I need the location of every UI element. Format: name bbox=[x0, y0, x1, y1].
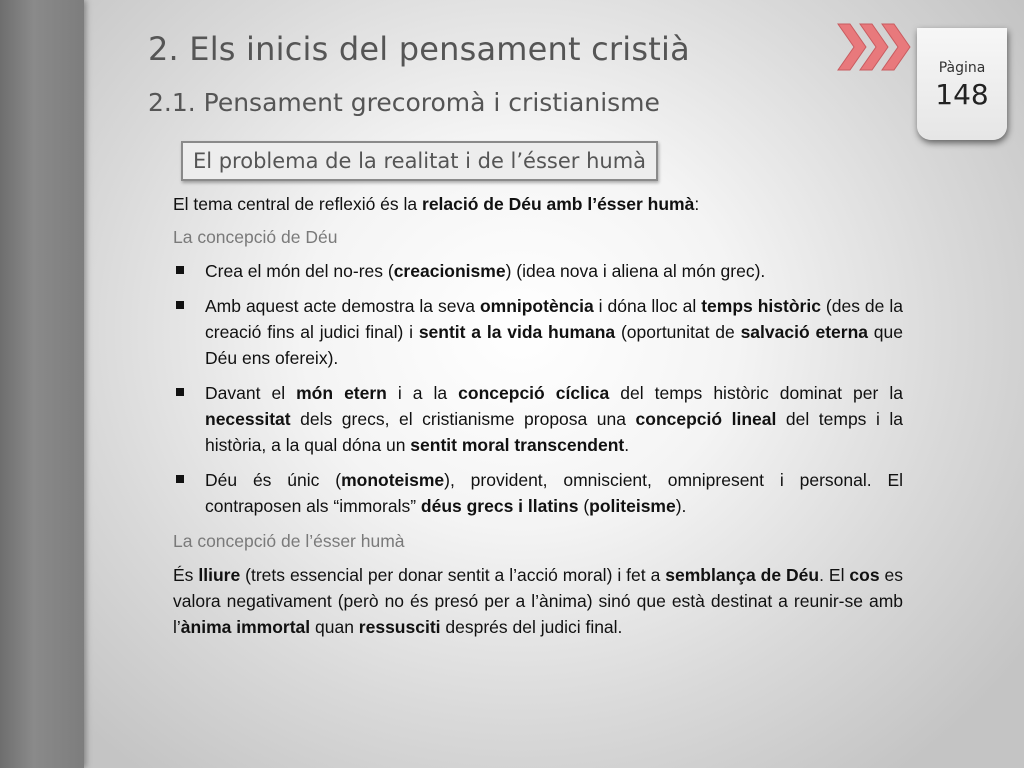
slide-body bbox=[173, 191, 903, 640]
bullet-text bbox=[205, 383, 903, 455]
bold-term: relació de Déu amb l’ésser humà bbox=[422, 194, 695, 214]
text-run: . bbox=[624, 435, 630, 455]
text-run: quan bbox=[310, 617, 359, 637]
list-item bbox=[173, 258, 903, 284]
slide-subtitle: 2.1. Pensament grecoromà i cristianisme bbox=[148, 88, 660, 117]
heading-concepcio-esser-huma: La concepció de l’ésser humà bbox=[173, 531, 405, 551]
text-run: del temps històric dominat per la bbox=[609, 383, 903, 403]
heading-concepcio-deu: La concepció de Déu bbox=[173, 227, 338, 247]
bold-term: sentit moral transcendent bbox=[410, 435, 625, 455]
text-run: : bbox=[694, 194, 700, 214]
bullet-text bbox=[205, 261, 765, 281]
bold-term: sentit a la vida humana bbox=[418, 322, 616, 342]
text-run: Crea el món del no-res ( bbox=[205, 261, 394, 281]
bold-term: cos bbox=[849, 565, 880, 585]
bold-term: temps històric bbox=[701, 296, 821, 316]
text-run: Davant el bbox=[205, 383, 297, 403]
section-title: El problema de la realitat i de l’ésser humà bbox=[192, 149, 647, 173]
text-run: i dóna lloc al bbox=[593, 296, 702, 316]
bullet-text bbox=[205, 470, 903, 516]
bullet-list bbox=[173, 258, 903, 519]
text-run: És bbox=[173, 565, 199, 585]
bold-term: necessitat bbox=[205, 409, 291, 429]
text-run: ( bbox=[578, 496, 590, 516]
bold-term: lliure bbox=[198, 565, 241, 585]
text-run: que Déu ens ofereix). bbox=[205, 322, 904, 368]
text-run: . El bbox=[819, 565, 850, 585]
triple-chevron-right-icon bbox=[836, 22, 916, 72]
left-side-strip bbox=[0, 0, 84, 768]
bold-term: déus grecs i llatins bbox=[420, 496, 579, 516]
page-label: Pàgina bbox=[938, 60, 986, 76]
text-run: dels grecs, el cristianisme proposa una bbox=[290, 409, 636, 429]
bullet-text bbox=[205, 296, 903, 368]
closing-paragraph bbox=[173, 562, 903, 640]
square-bullet-icon bbox=[176, 301, 184, 309]
bold-term: politeisme bbox=[589, 496, 676, 516]
bold-term: concepció lineal bbox=[635, 409, 777, 429]
text-run: ), provident, omniscient, omnipresent i personal. El contraposen als “immorals” bbox=[205, 470, 904, 516]
intro-paragraph bbox=[173, 191, 903, 217]
text-run: Déu és únic ( bbox=[205, 470, 342, 490]
bold-term: ànima immortal bbox=[180, 617, 311, 637]
page-number: 148 bbox=[935, 78, 989, 111]
square-bullet-icon bbox=[176, 475, 184, 483]
list-item bbox=[173, 380, 903, 458]
bold-term: concepció cíclica bbox=[458, 383, 610, 403]
text-run: es valora negativament (però no és presó per a l’ànima) sinó que està destinat a reunir-se amb l’ bbox=[173, 565, 903, 637]
list-item bbox=[173, 467, 903, 519]
bold-term: creacionisme bbox=[393, 261, 506, 281]
bold-term: semblança de Déu bbox=[665, 565, 820, 585]
slide-title: 2. Els inicis del pensament cristià bbox=[148, 30, 690, 68]
bold-term: monoteisme bbox=[341, 470, 445, 490]
text-run: i a la bbox=[386, 383, 459, 403]
square-bullet-icon bbox=[176, 266, 184, 274]
text-run: Amb aquest acte demostra la seva bbox=[205, 296, 480, 316]
square-bullet-icon bbox=[176, 388, 184, 396]
text-run: (trets essencial per donar sentit a l’acció moral) i fet a bbox=[240, 565, 666, 585]
text-run: ) (idea nova i aliena al món grec). bbox=[505, 261, 766, 281]
text-run: (des de la creació fins al judici final) i bbox=[205, 296, 903, 342]
text-run: després del judici final. bbox=[440, 617, 623, 637]
bold-term: món etern bbox=[296, 383, 387, 403]
text-run: del temps i la història, a la qual dóna un bbox=[205, 409, 904, 455]
section-title-box bbox=[181, 141, 658, 181]
text-run: El tema central de reflexió és la bbox=[173, 194, 423, 214]
list-item bbox=[173, 293, 903, 371]
bold-term: omnipotència bbox=[479, 296, 594, 316]
page-badge bbox=[917, 28, 1007, 140]
text-run: ). bbox=[675, 496, 687, 516]
bold-term: ressusciti bbox=[358, 617, 441, 637]
bold-term: salvació eterna bbox=[740, 322, 868, 342]
text-run: (oportunitat de bbox=[615, 322, 741, 342]
